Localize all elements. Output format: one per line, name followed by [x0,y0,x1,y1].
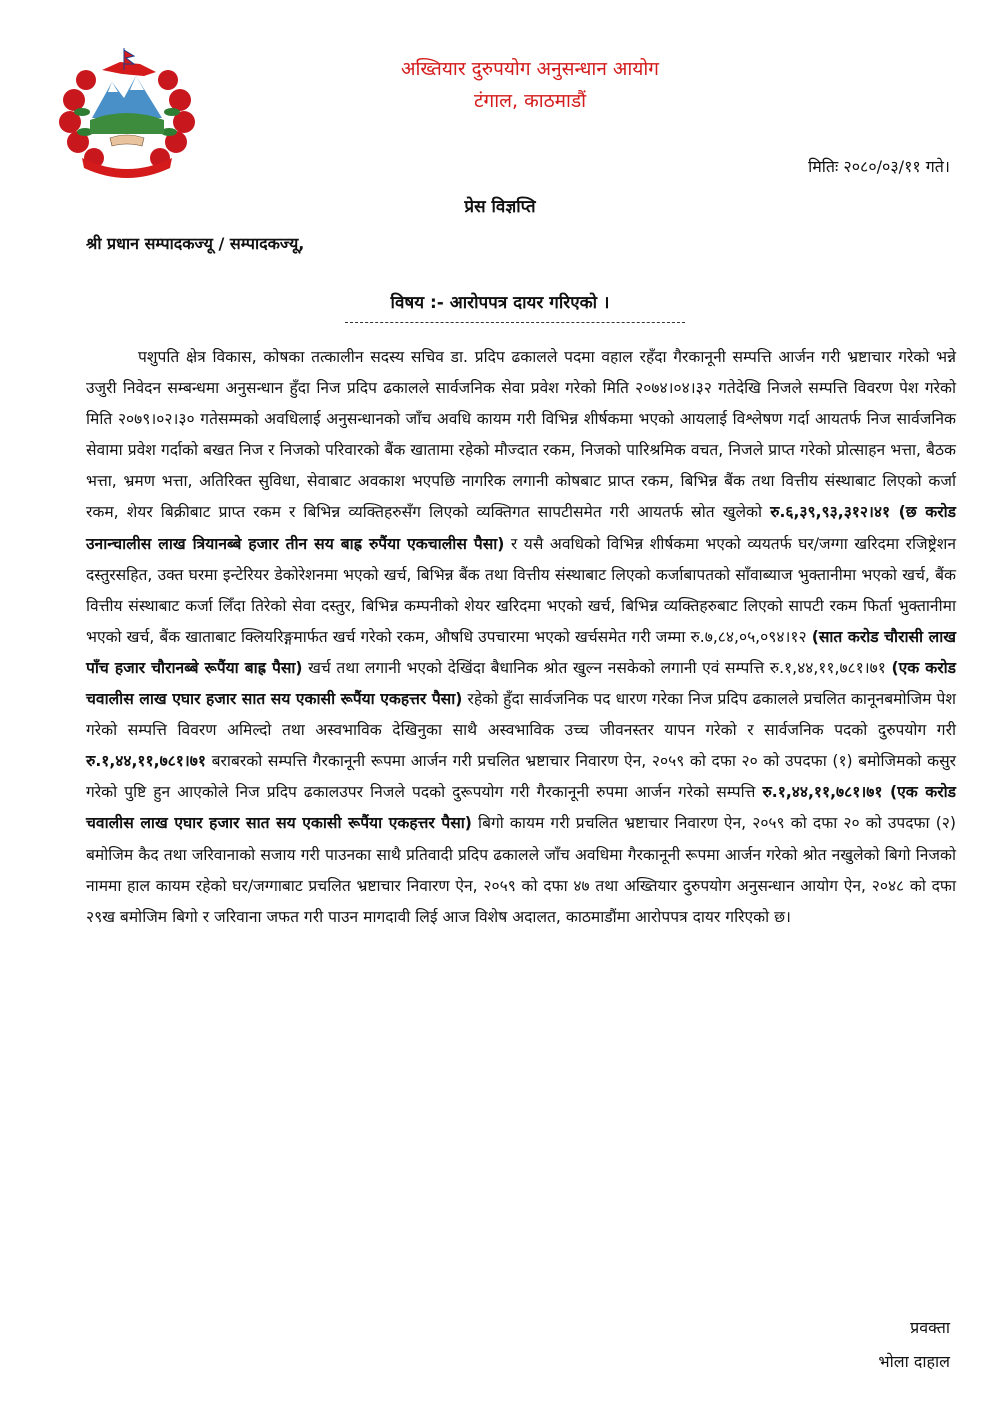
press-release-heading: प्रेस विज्ञप्ति [464,197,536,217]
press-release-body [86,342,956,933]
subject-line: विषय :- आरोपपत्र दायर गरिएको । [390,293,610,313]
body-text-segment: बराबरको सम्पत्ति गैरकानूनी रूपमा आर्जन गरी प्रचलित भ्रष्टाचार निवारण ऐन, २०५९ को दफा २० को उपदफा (१) बमोजिमको कसुर गरेको पुष्टि हुन आएकोले निज प्रदिप ढकालउपर निजले पदको दुरूपयोग गरी गैरकानूनी रुपमा आर्जन गरेको सम्पत्ति [86,752,956,802]
spokesperson-title: प्रवक्ता [910,1318,950,1337]
body-text-segment: खर्च तथा लगानी भएको देखिंदा बैधानिक श्रोत खुल्न नसकेको लगानी एवं सम्पत्ति रु.१,४४,११,७८१।७१ [302,658,892,677]
organization-name: अख्तियार दुरुपयोग अनुसन्धान आयोग [401,58,659,80]
body-text-segment: बिगो कायम गरी प्रचलित भ्रष्टाचार निवारण ऐन, २०५९ को दफा २० को उपदफा (२) बमोजिम कैद तथा जरिवानाको सजाय गरी पाउनका साथै प्रतिवादी प्रदिप ढकालले जाँच अवधिमा गैरकानूनी रूपमा आर्जन गरेको श्रोत नखुलेको बिगो निजको नाममा हाल कायम रहेको घर/जग्गाबाट प्रचलित भ्रष्टाचार निवारण ऐन, २०५९ को दफा ४७ तथा अख्तियार दुरुपयोग अनुसन्धान आयोग ऐन, २०४८ को दफा २९ख बमोजिम बिगो र जरिवाना जफत गरी पाउन मागदावी लिई आज विशेष अदालत, काठमाडौंमा आरोपपत्र दायर गरिएको छ। [86,814,956,926]
nepal-government-emblem-icon [52,40,202,180]
body-text-segment: र यसै अवधिको विभिन्न शीर्षकमा भएको व्ययतर्फ घर/जग्गा खरिदमा रजिष्ट्रेशन दस्तुरसहित, उक्त घरमा इन्टेरियर डेकोरेशनमा भएको खर्च, बिभिन्न बैंक तथा वित्तीय संस्थाबाट लिएको कर्जाबापतको साँवाब्याज भुक्तानीमा भएको खर्च, बैंक वित्तीय संस्थाबाट कर्जा लिँदा तिरेको सेवा दस्तुर, बिभिन्न कम्पनीको शेयर खरिदमा भएको खर्च, बिभिन्न व्यक्तिहरुबाट लिएको सापटी रकम फिर्ता भुक्तानीमा भएको खर्च, बैंक खाताबाट क्लियरिङ्गमार्फत खर्च गरेको रकम, औषधि उपचारमा भएको खर्चसमेत गरी जम्मा रु.७,८४,०५,०९४।१२ [86,534,956,646]
salutation: श्री प्रधान सम्पादकज्यू / सम्पादकज्यू, [86,234,305,253]
body-paragraph [86,342,956,933]
amount-income-bold: रु.६,३९,९३,३१२।४१ (छ करोड उनान्चालीस लाख त्रियानब्बे हजार तीन सय बाह्र रुपैंया एकचालीस पैसा) [86,503,956,553]
letter-date: मितिः २०८०/०३/११ गते। [808,157,950,176]
amount-unexplained-bold: रु.१,४४,११,७८१।७१ [86,752,207,771]
amount-expense-words-bold: (सात करोड चौरासी लाख पाँच हजार चौरानब्बे रूपैंया बाह्र पैसा) [86,627,956,677]
spokesperson-name: भोला दाहाल [878,1352,950,1371]
organization-address: टंगाल, काठमाडौं [473,90,587,112]
body-text-segment: रहेको हुँदा सार्वजनिक पद धारण गरेका निज प्रदिप ढकालले प्रचलित कानूनबमोजिम पेश गरेको सम्पत्ति विवरण अमिल्दो तथा अस्वभाविक देखिनुका साथै अस्वभाविक उच्च जीवनस्तर यापन गरेको र सार्वजनिक पदको दुरुपयोग गरी [86,690,956,740]
subject-underline-divider [345,322,685,323]
amount-claim-bold: रु.१,४४,११,७८१।७१ (एक करोड चवालीस लाख एघार हजार सात सय एकासी रूपैंया एकहत्तर पैसा) [86,783,956,833]
body-text-segment: पशुपति क्षेत्र विकास, कोषका तत्कालीन सदस्य सचिव डा. प्रदिप ढकालले पदमा वहाल रहँदा गैरकानूनी सम्पत्ति आर्जन गरी भ्रष्टाचार गरेको भन्ने उजुरी निवेदन सम्बन्धमा अनुसन्धान हुँदा निज प्रदिप ढकालले सार्वजनिक सेवा प्रवेश गरेको मिति २०७४।०४।३२ गतेदेखि निजले सम्पत्ति विवरण पेश गरेको मिति २०७९।०२।३० गतेसम्मको अवधिलाई अनुसन्धानको जाँच अवधि कायम गरी विभिन्न शीर्षकमा भएको आयलाई विश्लेषण गर्दा आयतर्फ निज सार्वजनिक सेवामा प्रवेश गर्दाको बखत निज र निजको परिवारको बैंक खातामा रहेको मौज्दात रकम, निजको पारिश्रमिक वचत, निजले प्राप्त गरेको प्रोत्साहन भत्ता, बैठक भत्ता, भ्रमण भत्ता, अतिरिक्त सुविधा, सेवाबाट अवकाश भएपछि नागरिक लगानी कोषबाट प्राप्त रकम, बिभिन्न बैंक तथा वित्तीय संस्थाबाट लिएको कर्जा रकम, शेयर बिक्रीबाट प्राप्त रकम र बिभिन्न व्यक्तिहरुसँग लिएको व्यक्तिगत सापटीसमेत गरी आयतर्फ स्रोत खुलेको [86,348,956,522]
amount-unexplained-words-bold: (एक करोड चवालीस लाख एघार हजार सात सय एकासी रूपैंया एकहत्तर पैसा) [86,658,956,709]
